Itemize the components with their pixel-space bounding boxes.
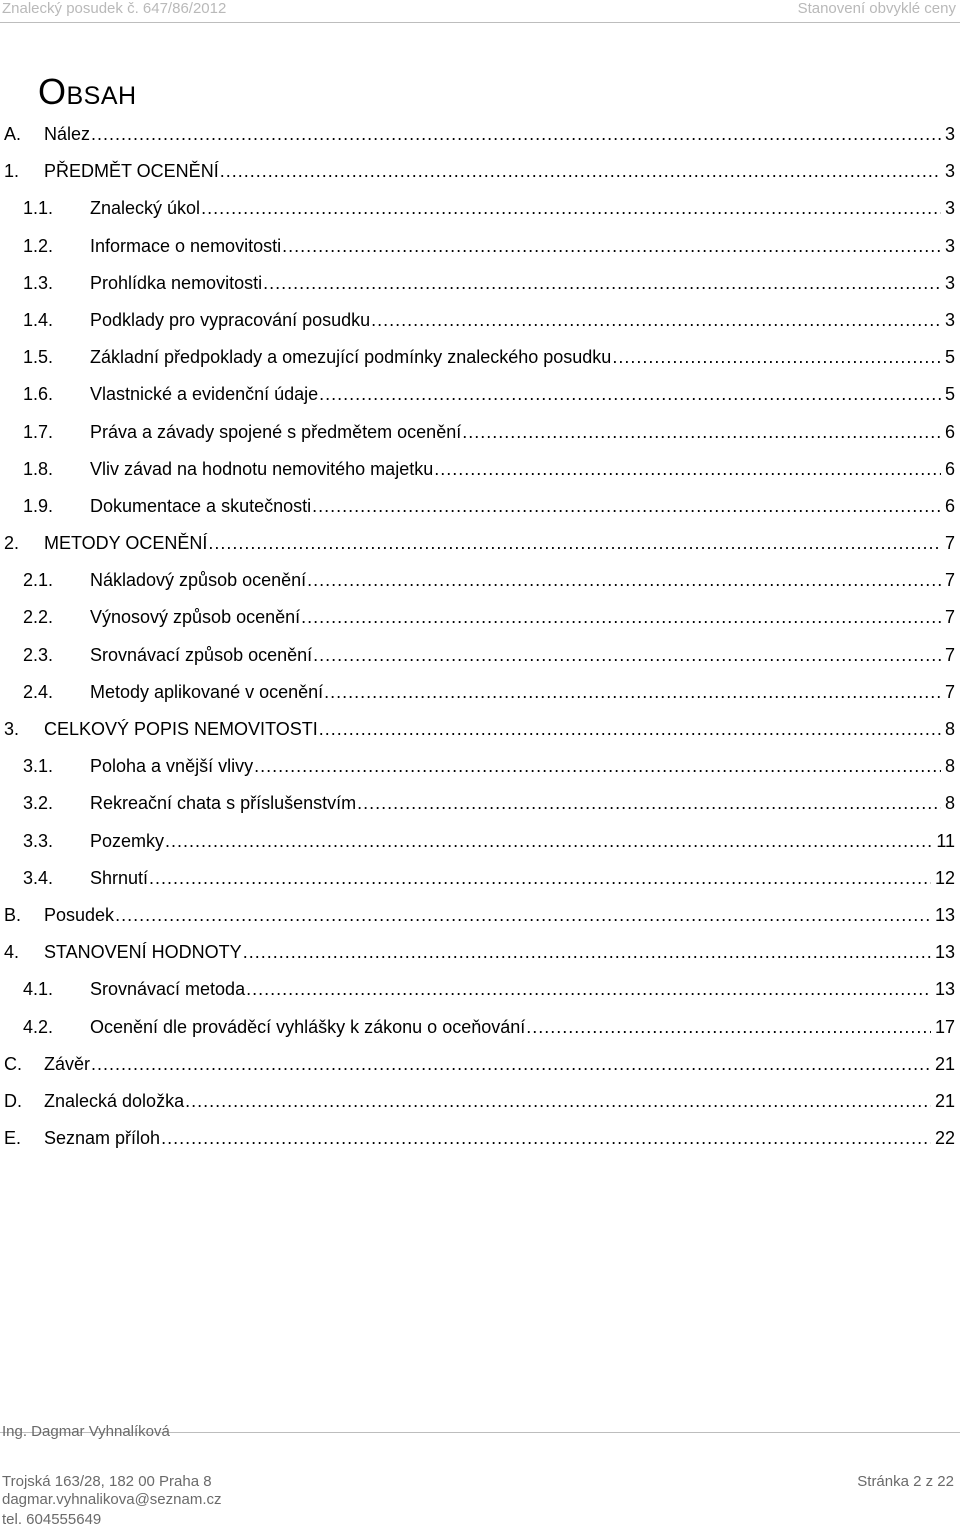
toc-dot-leader: [462, 414, 941, 451]
footer-email: dagmar.vyhnalikova@seznam.cz: [2, 1491, 222, 1508]
toc-dot-leader: [208, 525, 941, 562]
toc-dot-leader: [165, 823, 932, 860]
toc-entry-line: [90, 562, 955, 599]
toc-entry-page: 21: [934, 1053, 955, 1074]
header-document-number: Znalecký posudek č. 647/86/2012: [2, 0, 227, 17]
page-header: [0, 0, 960, 22]
toc-entry-page: 3: [944, 198, 955, 219]
toc-entry-title: CELKOVÝ POPIS NEMOVITOSTI: [44, 719, 318, 739]
toc-entry[interactable]: [0, 748, 960, 785]
toc-entry-line: [90, 339, 955, 376]
toc-dot-leader: [319, 376, 941, 413]
toc-dot-leader: [526, 1009, 931, 1046]
toc-entry-line: [90, 376, 955, 413]
toc-entry-page: 22: [934, 1128, 955, 1149]
toc-entry[interactable]: [0, 414, 960, 451]
toc-entry-page: 3: [944, 235, 955, 256]
toc-entry-page: 3: [944, 124, 955, 144]
toc-entry-number: 1.2.: [23, 235, 54, 256]
toc-entry-number: 3.3.: [23, 830, 54, 851]
toc-entry-title: METODY OCENĚNÍ: [44, 533, 208, 554]
toc-entry-number: D.: [4, 1090, 22, 1111]
toc-dot-leader: [282, 228, 941, 265]
toc-entry-line: [90, 488, 955, 525]
toc-dot-leader: [312, 488, 941, 525]
footer-page-number: Stránka 2 z 22: [857, 1473, 954, 1490]
toc-dot-leader: [612, 339, 941, 376]
toc-dot-leader: [91, 116, 941, 153]
toc-entry-number: 2.: [4, 533, 20, 554]
toc-entry-number: 4.2.: [23, 1016, 54, 1037]
toc-dot-leader: [434, 451, 941, 488]
toc-entry-number: 2.2.: [23, 607, 54, 628]
toc-entry[interactable]: [0, 1083, 960, 1120]
toc-entry-line: [90, 190, 955, 227]
toc-entry[interactable]: [0, 488, 960, 525]
toc-entry-number: 1.5.: [23, 347, 54, 368]
toc-entry-title: Rekreační chata s příslušenstvím: [90, 793, 357, 814]
toc-entry-line: [90, 823, 955, 860]
toc-entry[interactable]: [0, 116, 960, 153]
toc-entry-line: [90, 1009, 955, 1046]
toc-entry-title: Nákladový způsob ocenění: [90, 570, 307, 591]
toc-entry-title: Srovnávací způsob ocenění: [90, 644, 313, 665]
toc-dot-leader: [313, 637, 941, 674]
toc-entry-line: [90, 228, 955, 265]
toc-dot-leader: [254, 748, 941, 785]
toc-entry-line: [44, 525, 955, 562]
toc-dot-leader: [243, 934, 931, 971]
toc-entry-page: 8: [944, 756, 955, 777]
toc-entry[interactable]: [0, 1009, 960, 1046]
toc-entry-number: 1.8.: [23, 458, 54, 479]
toc-dot-leader: [263, 265, 941, 302]
toc-entry-number: 1.6.: [23, 384, 54, 405]
toc-entry-number: E.: [4, 1128, 22, 1149]
toc-entry[interactable]: [0, 451, 960, 488]
toc-entry-page: 5: [944, 384, 955, 405]
toc-dot-leader: [220, 153, 941, 190]
toc-entry-line: [90, 748, 955, 785]
toc-entry-page: 12: [934, 867, 955, 888]
toc-entry[interactable]: [0, 190, 960, 227]
toc-entry-page: 7: [944, 570, 955, 591]
toc-dot-leader: [115, 897, 931, 934]
toc-entry-number: 1.7.: [23, 421, 54, 442]
toc-entry-title: Výnosový způsob ocenění: [90, 607, 301, 628]
toc-entry-number: 1.1.: [23, 198, 54, 219]
toc-entry-number: 1.9.: [23, 495, 54, 516]
toc-entry-title: Dokumentace a skutečnosti: [90, 495, 312, 516]
toc-entry-page: 5: [944, 347, 955, 368]
toc-entry-number: 3.4.: [23, 867, 54, 888]
toc-entry-line: [44, 1083, 955, 1120]
toc-entry[interactable]: [0, 228, 960, 265]
toc-dot-leader: [371, 302, 941, 339]
toc-entry-title: Práva a závady spojené s předmětem ocenění: [90, 421, 462, 442]
toc-dot-leader: [324, 674, 941, 711]
toc-entry-title: Shrnutí: [90, 867, 149, 888]
toc-entry-page: 7: [944, 681, 955, 702]
toc-entry-title: Závěr: [44, 1053, 91, 1074]
toc-entry-title: Podklady pro vypracování posudku: [90, 309, 371, 330]
toc-entry-line: [90, 451, 955, 488]
toc-entry-title: Prohlídka nemovitosti: [90, 272, 263, 293]
toc-entry-line: [90, 637, 955, 674]
toc-entry-page: 3: [944, 161, 955, 182]
toc-entry[interactable]: [0, 711, 960, 748]
toc-entry-line: [90, 599, 955, 636]
toc-entry-number: 2.4.: [23, 681, 54, 702]
toc-entry-line: [44, 1046, 955, 1083]
toc-entry-title: PŘEDMĚT OCENĚNÍ: [44, 161, 219, 182]
toc-entry-page: 8: [944, 719, 955, 739]
toc-entry-page: 7: [944, 607, 955, 628]
toc-entry[interactable]: [0, 1046, 960, 1083]
toc-entry[interactable]: [0, 785, 960, 822]
toc-entry-page: 21: [934, 1090, 955, 1111]
toc-entry-title: Metody aplikované v ocenění: [90, 681, 324, 702]
table-of-contents: [0, 116, 960, 1157]
toc-entry-number: 4.1.: [23, 979, 54, 1000]
toc-entry-number: 4.: [4, 942, 20, 963]
toc-entry-title: Poloha a vnější vlivy: [90, 756, 254, 777]
footer-author-name: Ing. Dagmar Vyhnalíková: [2, 1423, 170, 1440]
toc-entry-line: [90, 302, 955, 339]
toc-entry-line: [90, 265, 955, 302]
toc-entry-number: 3.1.: [23, 756, 54, 777]
toc-entry-title: Ocenění dle prováděcí vyhlášky k zákonu o oceňování: [90, 1016, 526, 1037]
toc-entry-line: [90, 785, 955, 822]
toc-entry-number: 2.3.: [23, 644, 54, 665]
toc-entry-number: 2.1.: [23, 570, 54, 591]
toc-entry-page: 17: [934, 1016, 955, 1037]
toc-entry-title: Pozemky: [90, 830, 165, 851]
toc-dot-leader: [91, 1046, 931, 1083]
toc-entry-page: 11: [936, 830, 955, 851]
toc-entry-line: [90, 674, 955, 711]
header-divider: [0, 22, 960, 23]
toc-entry[interactable]: [0, 599, 960, 636]
toc-entry-page: 6: [944, 421, 955, 442]
toc-entry[interactable]: [0, 1120, 960, 1157]
toc-entry-line: [90, 414, 955, 451]
toc-entry[interactable]: [0, 562, 960, 599]
toc-entry[interactable]: [0, 971, 960, 1008]
toc-entry-page: 8: [944, 793, 955, 814]
toc-entry-title: Znalecký úkol: [90, 198, 201, 219]
toc-entry-page: 13: [934, 942, 955, 963]
toc-entry-title: Seznam příloh: [44, 1128, 161, 1149]
toc-entry-page: 13: [934, 904, 955, 925]
toc-entry[interactable]: [0, 897, 960, 934]
toc-entry-title: Znalecká doložka: [44, 1090, 185, 1111]
toc-entry[interactable]: [0, 302, 960, 339]
toc-entry-number: 1.: [4, 161, 20, 182]
toc-entry[interactable]: [0, 376, 960, 413]
toc-entry-number: B.: [4, 904, 22, 925]
toc-dot-leader: [185, 1083, 931, 1120]
toc-entry-number: 3.: [4, 719, 20, 739]
header-document-type: Stanovení obvyklé ceny: [797, 0, 956, 17]
toc-dot-leader: [246, 971, 931, 1008]
toc-entry[interactable]: [0, 265, 960, 302]
toc-entry-line: [44, 897, 955, 934]
toc-entry-number: 1.4.: [23, 309, 54, 330]
toc-entry[interactable]: [0, 339, 960, 376]
toc-entry-page: 13: [934, 979, 955, 1000]
toc-dot-leader: [307, 562, 941, 599]
toc-entry-page: 7: [944, 644, 955, 665]
toc-title: Obsah: [38, 71, 137, 112]
toc-entry-page: 3: [944, 272, 955, 293]
toc-entry-title: Srovnávací metoda: [90, 979, 246, 1000]
toc-dot-leader: [161, 1120, 931, 1157]
toc-entry-page: 6: [944, 458, 955, 479]
toc-dot-leader: [301, 599, 941, 636]
toc-entry-page: 3: [944, 309, 955, 330]
toc-entry[interactable]: [0, 860, 960, 897]
toc-entry[interactable]: [0, 823, 960, 860]
toc-entry-title: Nález: [44, 124, 91, 144]
footer-phone: tel. 604555649: [2, 1511, 102, 1528]
toc-entry-title: Základní předpoklady a omezující podmínky znaleckého posudku: [90, 347, 612, 368]
toc-entry-title: Vlastnické a evidenční údaje: [90, 384, 319, 405]
toc-entry-page: 7: [944, 533, 955, 554]
toc-entry-line: [44, 1120, 955, 1157]
toc-entry-line: [44, 153, 955, 190]
toc-dot-leader: [149, 860, 931, 897]
toc-entry-title: Vliv závad na hodnotu nemovitého majetku: [90, 458, 434, 479]
toc-entry-line: [90, 971, 955, 1008]
toc-entry-title: STANOVENÍ HODNOTY: [44, 942, 242, 963]
toc-entry-line: [44, 711, 955, 748]
toc-dot-leader: [201, 190, 941, 227]
toc-entry-title: Posudek: [44, 904, 115, 925]
toc-entry-number: 1.3.: [23, 272, 54, 293]
toc-entry-number: 3.2.: [23, 793, 54, 814]
toc-entry[interactable]: [0, 934, 960, 971]
toc-entry-line: [44, 116, 955, 153]
toc-entry[interactable]: [0, 674, 960, 711]
toc-dot-leader: [357, 785, 941, 822]
toc-entry-line: [44, 934, 955, 971]
toc-entry[interactable]: [0, 637, 960, 674]
toc-entry-title: Informace o nemovitosti: [90, 235, 282, 256]
toc-entry[interactable]: [0, 525, 960, 562]
toc-dot-leader: [319, 711, 941, 748]
footer-address: Trojská 163/28, 182 00 Praha 8: [2, 1473, 212, 1490]
toc-entry[interactable]: [0, 153, 960, 190]
toc-entry-number: A.: [4, 124, 22, 144]
toc-entry-line: [90, 860, 955, 897]
toc-entry-page: 6: [944, 495, 955, 516]
toc-entry-number: C.: [4, 1053, 22, 1074]
